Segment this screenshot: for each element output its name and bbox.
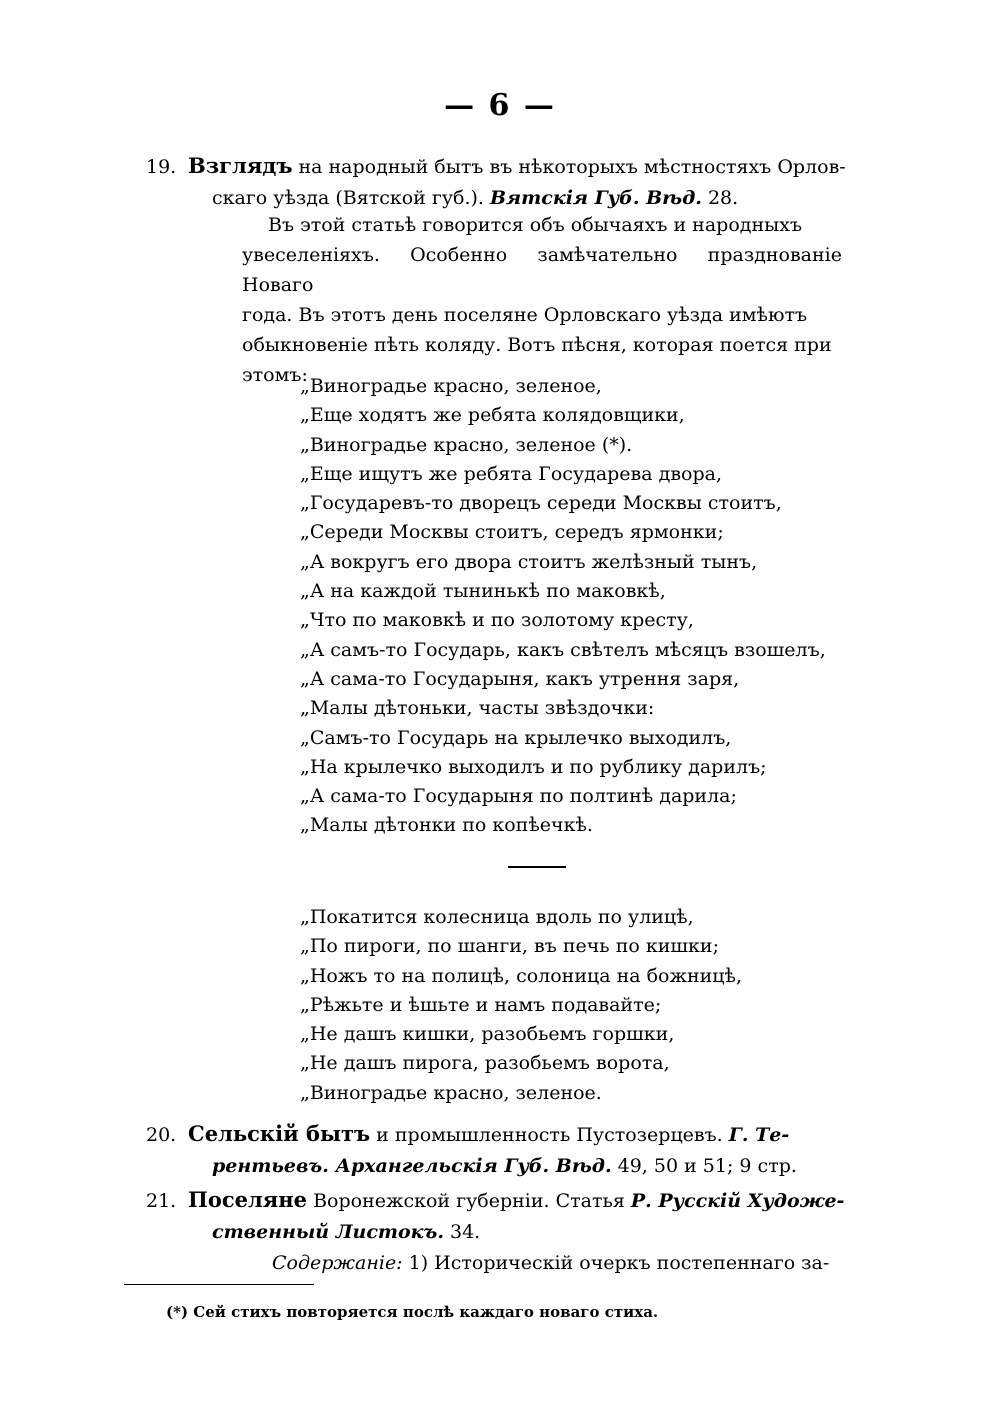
verse-line: „Виноградье красно, зеленое (*). [300, 433, 633, 456]
entry-source: Вятскія Губ. Вѣд. [489, 187, 702, 209]
paragraph-line: Въ этой статьѣ говорится объ обычаяхъ и народныхъ [268, 214, 803, 236]
verse-line: „А на каждой тынинькѣ по маковкѣ, [300, 580, 666, 603]
verse-line: „Не дашъ кишки, разобьемъ горшки, [300, 1023, 675, 1046]
description-paragraph [242, 210, 842, 390]
verse-line: „На крылечко выходилъ и по рублику дарилъ; [300, 755, 767, 778]
entry-source: Р. Русскій Художе- [630, 1190, 845, 1212]
entry-issue: 28. [701, 187, 739, 209]
verse-line: „Ножъ то на полицѣ, солоница на божницѣ, [300, 964, 743, 987]
entry-text: 1) Историческій очеркъ постепеннаго за- [402, 1252, 830, 1274]
entry-21-line-3 [146, 1248, 846, 1279]
verse-line: „Малы дѣтонки по копѣечкѣ. [300, 814, 593, 837]
entry-number: 21. [146, 1190, 177, 1212]
verse-line: „Виноградье красно, зеленое, [300, 375, 602, 397]
entry-author: рентьевъ. [212, 1155, 329, 1177]
entry-source: ственный Листокъ. [212, 1221, 444, 1243]
verse-line: „Самъ-то Государь на крылечко выходилъ, [300, 726, 732, 749]
paragraph-line: года. Въ этотъ день поселяне Орловскаго уѣзда имѣютъ [242, 304, 808, 326]
entry-issue: 49, 50 и 51; 9 стр. [611, 1155, 797, 1177]
entry-source: Архангельскія Губ. Вѣд. [328, 1155, 612, 1177]
entry-19-line-1 [146, 150, 846, 183]
verse-line: „Малы дѣтоньки, часты звѣздочки: [300, 697, 655, 720]
verse-line: „Виноградье красно, зеленое. [300, 1081, 602, 1104]
entry-20-line-1 [146, 1118, 846, 1151]
verse-line: „Не дашъ пирога, разобьемъ ворота, [300, 1052, 670, 1075]
verse-line: „Покатится колесница вдоль по улицѣ, [300, 906, 694, 928]
verse-line: „А сама-то Государыня, какъ утрення заря, [300, 667, 740, 690]
song-verse-2 [300, 903, 860, 1108]
entry-number: 19. [146, 156, 177, 178]
footnote-rule [124, 1284, 314, 1285]
entry-heading: Сельскій бытъ [188, 1121, 371, 1146]
verse-line: „Рѣжьте и ѣшьте и намъ подавайте; [300, 993, 662, 1016]
entry-heading: Поселяне [188, 1187, 308, 1212]
entry-20-line-2 [146, 1151, 846, 1182]
entry-number: 20. [146, 1124, 177, 1146]
entry-21-line-2 [146, 1217, 846, 1248]
verse-line: „По пироги, по шанги, въ печь по кишки; [300, 935, 719, 958]
verse-line: „Что по маковкѣ и по золотому кресту, [300, 609, 694, 632]
paragraph-line: увеселеніяхъ. Особенно замѣчательно празднованіе Новаго [242, 244, 842, 296]
entry-text: Воронежской губерніи. Статья [307, 1190, 631, 1212]
entry-text: скаго уѣзда (Вятской губ.). [212, 187, 490, 209]
entry-20 [146, 1118, 846, 1182]
paragraph-line: этомъ: [242, 364, 308, 386]
entry-21-line-1 [146, 1184, 846, 1217]
verse-line: „Еще ищутъ же ребята Государева двора, [300, 462, 722, 485]
entry-21 [146, 1184, 846, 1279]
song-verse-1 [300, 372, 860, 841]
verse-line: „А самъ-то Государь, какъ свѣтелъ мѣсяцъ взошелъ, [300, 638, 826, 661]
verse-line: „Государевъ-то дворецъ середи Москвы стоитъ, [300, 492, 782, 515]
paragraph-line: обыкновеніе пѣть коляду. Вотъ пѣсня, которая поется при [242, 334, 832, 356]
entry-19 [146, 150, 846, 214]
entry-heading: Взглядъ [188, 153, 293, 178]
footnote: (*) Сей стихъ повторяется послѣ каждаго новаго стиха. [166, 1303, 659, 1321]
verse-line: „А сама-то Государыня по полтинѣ дарила; [300, 785, 737, 808]
entry-issue: 34. [443, 1221, 481, 1243]
section-divider [508, 866, 566, 868]
verse-line: „А вокругъ его двора стоитъ желѣзный тынъ, [300, 550, 758, 573]
verse-line: „Еще ходятъ же ребята колядовщики, [300, 404, 685, 427]
entry-author: Г. Те- [728, 1124, 790, 1146]
entry-text: и промышленность Пустозерцевъ. [370, 1124, 729, 1146]
verse-line: „Середи Москвы стоитъ, середъ ярмонки; [300, 521, 724, 544]
content-label: Содержаніе: [272, 1252, 403, 1274]
entry-text: на народный бытъ въ нѣкоторыхъ мѣстностяхъ Орлов- [292, 156, 846, 178]
page-number: — 6 — [444, 88, 556, 123]
